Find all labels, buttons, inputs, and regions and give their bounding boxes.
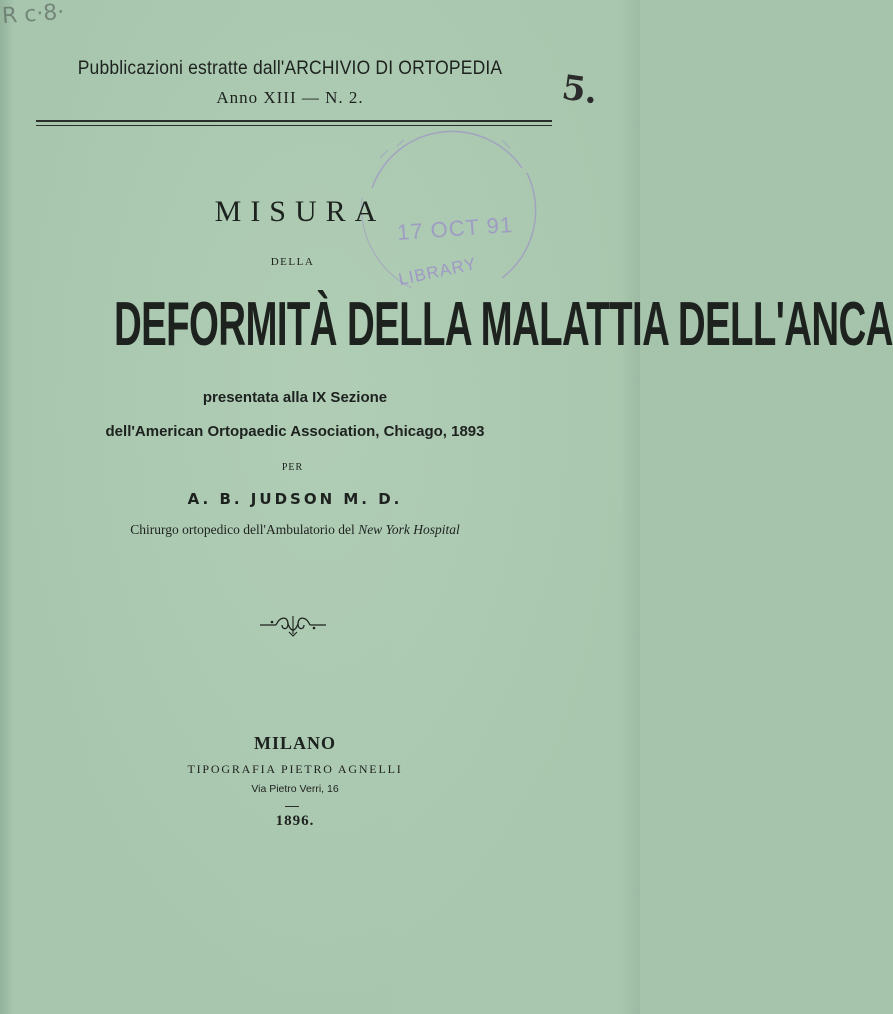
issue-line: Anno XIII — N. 2.	[216, 88, 364, 107]
affiliation-hospital: New York Hospital	[358, 522, 460, 537]
per-label: PER	[281, 462, 304, 473]
author-affiliation	[0, 522, 590, 538]
presentation-line-1: presentata alla IX Sezione	[202, 389, 388, 406]
pencil-shelfmark: R c·8·	[1, 0, 66, 30]
title-word-misura: MISURA	[214, 195, 386, 228]
imprint-address: Via Pietro Verri, 16	[251, 783, 339, 795]
affiliation-prefix: Chirurgo ortopedico dell'Ambulatorio del	[130, 522, 355, 537]
imprint-year: 1896.	[275, 813, 315, 829]
header-rule-thin	[36, 125, 552, 126]
ornament-flourish-icon	[258, 612, 328, 638]
imprint-city: MILANO	[254, 733, 336, 753]
author-name: A. B. JUDSON M. D.	[187, 490, 403, 508]
header-rule-thick	[36, 120, 552, 122]
presentation-line-2: dell'American Ortopaedic Association, Chicago, 1893	[105, 423, 485, 440]
imprint-printer: TIPOGRAFIA PIETRO AGNELLI	[187, 762, 403, 776]
series-line: Pubblicazioni estratte dall'ARCHIVIO DI ORTOPEDIA	[77, 58, 503, 79]
corner-number: 5.	[559, 67, 601, 113]
imprint-dash	[285, 806, 299, 807]
main-title: DEFORMITÀ DELLA MALATTIA DELL'ANCA	[114, 290, 893, 359]
title-connector: DELLA	[270, 256, 315, 268]
stamp-label: LIBRARY	[396, 253, 479, 290]
stamp-date: 17 OCT 91	[396, 211, 514, 246]
